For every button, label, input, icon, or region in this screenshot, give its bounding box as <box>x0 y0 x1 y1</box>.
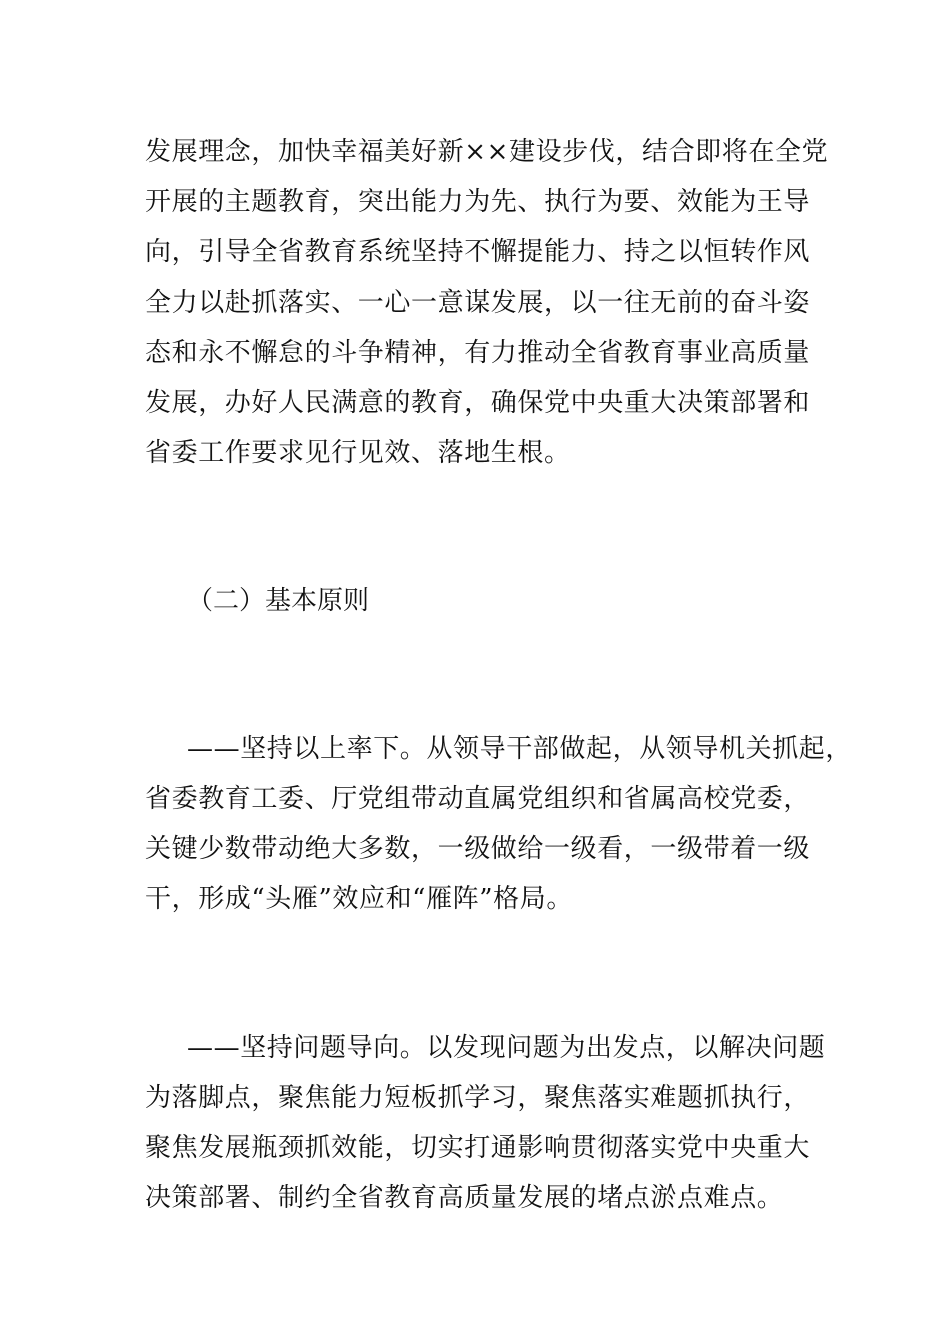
paragraph-3-line-3: 聚焦发展瓶颈抓效能，切实打通影响贯彻落实党中央重大 <box>145 1133 811 1163</box>
paragraph-1-line-6: 发展，办好人民满意的教育，确保党中央重大决策部署和 <box>145 388 811 418</box>
paragraph-3-line-2: 为落脚点，聚焦能力短板抓学习，聚焦落实难题抓执行， <box>145 1083 811 1113</box>
section-heading: （二）基本原则 <box>187 586 370 616</box>
paragraph-1-line-4: 全力以赴抓落实、一心一意谋发展，以一往无前的奋斗姿 <box>145 288 811 318</box>
paragraph-2-line-2: 省委教育工委、厅党组带动直属党组织和省属高校党委， <box>145 784 811 814</box>
paragraph-1-line-5: 态和永不懈怠的斗争精神，有力推动全省教育事业高质量 <box>145 338 811 368</box>
paragraph-2-line-3: 关键少数带动绝大多数，一级做给一级看，一级带着一级 <box>145 834 811 864</box>
paragraph-3-line-4: 决策部署、制约全省教育高质量发展的堵点淤点难点。 <box>145 1183 784 1213</box>
paragraph-3-line-1: ——坚持问题导向。以发现问题为出发点，以解决问题 <box>187 1033 826 1063</box>
paragraph-2-line-4: 干，形成“头雁”效应和“雁阵”格局。 <box>145 884 573 914</box>
paragraph-1-line-2: 开展的主题教育，突出能力为先、执行为要、效能为王导 <box>145 187 811 217</box>
paragraph-1-line-7: 省委工作要求见行见效、落地生根。 <box>145 438 571 468</box>
paragraph-1-line-1: 发展理念，加快幸福美好新××建设步伐，结合即将在全党 <box>145 137 829 167</box>
paragraph-2-line-1: ——坚持以上率下。从领导干部做起，从领导机关抓起， <box>187 734 853 764</box>
paragraph-1-line-3: 向，引导全省教育系统坚持不懈提能力、持之以恒转作风 <box>145 237 811 267</box>
